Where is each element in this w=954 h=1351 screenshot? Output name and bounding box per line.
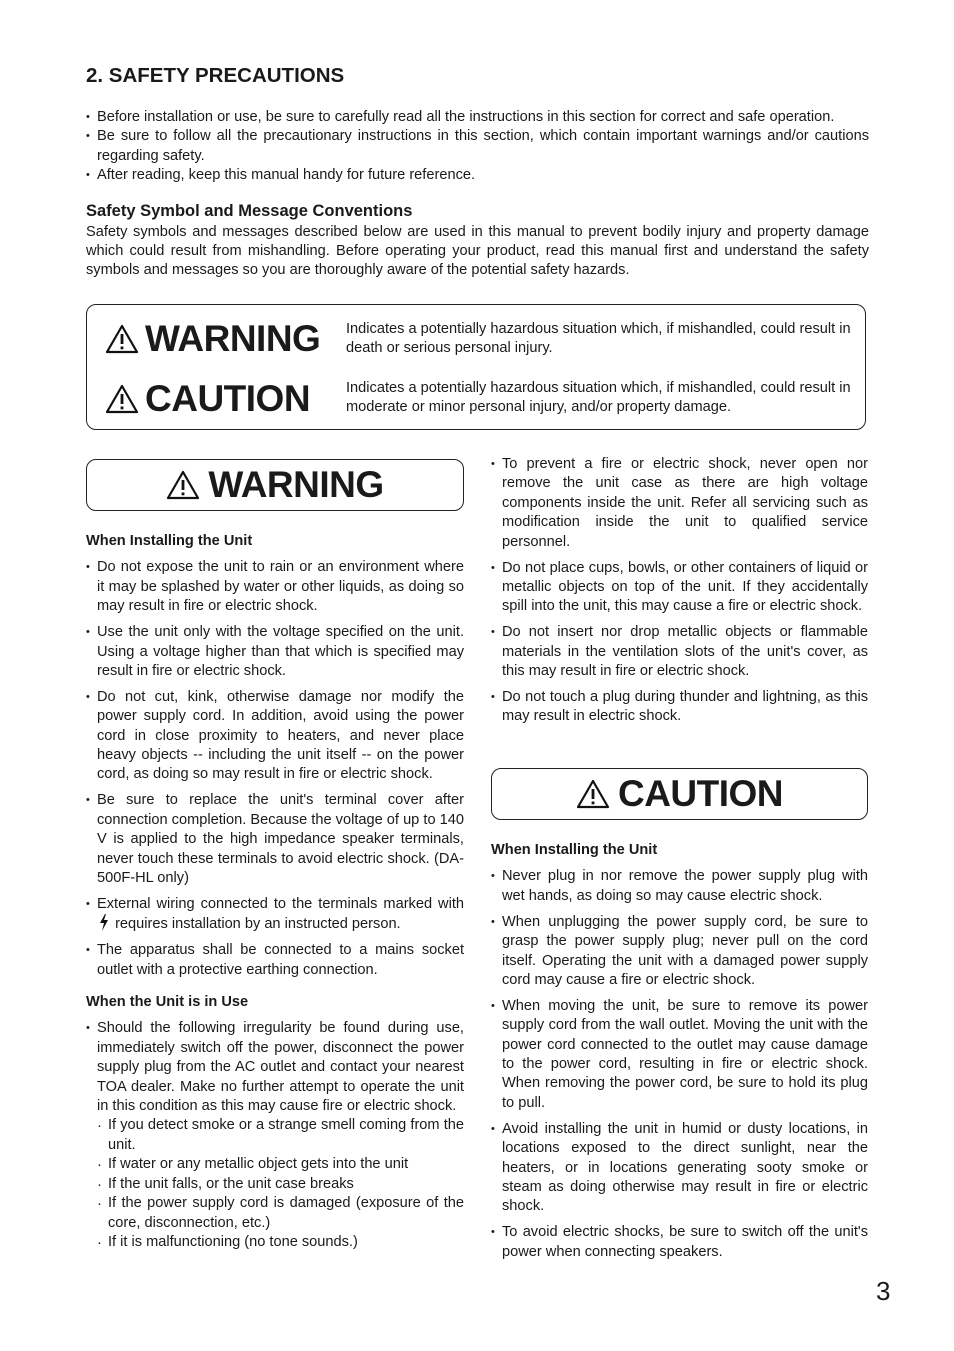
list-item: • The apparatus shall be connected to a mains socket outlet with a protective earthing connection. [86,941,464,980]
list-item: • To avoid electric shocks, be sure to switch off the unit's power when connecting speakers. [491,1223,868,1262]
list-item: • Be sure to replace the unit's terminal cover after connection completion. Because the voltage of up to 140 V is applied to the high impedance speaker terminals, never touch these terminals to avoid electric shock. (DA-500F-HL only) [86,791,464,888]
list-item: • Use the unit only with the voltage specified on the unit. Using a voltage higher than that which is specified may result in fire or electric shock. [86,623,464,681]
conventions-heading: Safety Symbol and Message Conventions [86,202,413,220]
list-item: • Avoid installing the unit in humid or dusty locations, in locations exposed to the direct sunlight, near the heaters, or in locations generating sooty smoke or steam as doing otherwise may result in fire or electric shock. [491,1120,868,1217]
warning-left-column [86,532,464,1252]
legend-caution [105,378,310,420]
intro-bullets [86,108,869,185]
list-item: • Be sure to follow all the precautionary instructions in this section, which contain important warnings and/or cautions regarding safety. [86,127,869,166]
sub-list-item: · If water or any metallic object gets into the unit [97,1155,464,1174]
legend-warning-term: WARNING [145,318,321,359]
list-item: • Do not cut, kink, otherwise damage nor modify the power supply cord. In addition, avoid using the power cord in close proximity to heaters, and never place heavy objects -- including the unit itself -- on the power cord, as doing so may result in fire or electric shock. [86,688,464,785]
warning-triangle-icon [105,324,139,354]
list-item [86,895,464,935]
legend-warning [105,318,320,360]
list-item: • Should the following irregularity be found during use, immediately switch off the power, disconnect the power supply plug from the AC outlet and contact your nearest TOA dealer. Make no further attempt to operate the unit in this condition as this may cause fire or electric shock. [86,1019,464,1116]
legend-warning-desc: Indicates a potentially hazardous situation which, if mishandled, could result in death or serious personal injury. [346,321,851,357]
list-item: • Before installation or use, be sure to carefully read all the instructions in this section for correct and safe operation. [86,108,869,127]
lightning-bolt-icon [99,914,109,931]
caution-column [491,841,868,1269]
wiring-text-pre: External wiring connected to the terminals marked with [97,895,464,912]
warning-right-column [491,455,868,733]
sub-list-item: · If the unit falls, or the unit case breaks [97,1175,464,1194]
list-item: • When unplugging the power supply cord, be sure to grasp the power supply plug; never pull on the cord itself. Operating the unit with a damaged power supply cord may cause a fire or electric shock. [491,913,868,991]
caution-banner-label: CAUTION [617,773,784,814]
list-item: • Do not touch a plug during thunder and lightning, as this may result in electric shock. [491,688,868,727]
wiring-text-post: requires installation by an instructed person. [115,916,401,933]
list-item: • After reading, keep this manual handy for future reference. [86,166,869,185]
legend-caution-desc: Indicates a potentially hazardous situation which, if mishandled, could result in moderate or minor personal injury, and/or property damage. [346,380,851,416]
caution-banner [491,768,868,820]
sub-list-item: · If it is malfunctioning (no tone sounds.) [97,1233,464,1252]
sub-list-item: · If you detect smoke or a strange smell coming from the unit. [97,1116,464,1155]
symbol-legend-box [86,304,866,430]
conventions-text: Safety symbols and messages described below are used in this manual to prevent bodily injury and property damage which could result from mishandling. Before operating your product, read this manual first and understand the safety symbols and messages so you are thoroughly aware of the potential safety hazards. [86,224,869,279]
page-number: 3 [876,1276,891,1306]
caution-triangle-icon [105,384,139,414]
list-item: • Do not expose the unit to rain or an environment where it may be splashed by water or other liquids, as doing so may result in fire or electric shock. [86,558,464,616]
list-item: • Do not insert nor drop metallic objects or flammable materials in the ventilation slots of the unit's cover, as this may result in fire or electric shock. [491,623,868,681]
section-title: 2. SAFETY PRECAUTIONS [86,64,345,87]
caution-triangle-icon [576,779,610,809]
warning-banner [86,459,464,511]
list-item: • When moving the unit, be sure to remove its power supply cord from the wall outlet. Moving the unit with the power cord connected to the outlet may cause damage to the power cord, resulting in fire or electric shock. When removing the power cord, be sure to hold its plug to pull. [491,997,868,1113]
caution-installing-heading: When Installing the Unit [491,842,658,858]
warning-installing-heading: When Installing the Unit [86,533,253,549]
warning-banner-label: WARNING [208,464,384,505]
list-item: • Never plug in nor remove the power supply plug with wet hands, as doing so may cause electric shock. [491,867,868,906]
list-item: • Do not place cups, bowls, or other containers of liquid or metallic objects on top of the unit. If they accidentally spill into the unit, this may cause a fire or electric shock. [491,559,868,617]
warning-in-use-heading: When the Unit is in Use [86,994,249,1011]
list-item: • To prevent a fire or electric shock, never open nor remove the unit case as there are high voltage components inside the unit. Refer all servicing such as modification inside the unit to qualified service personnel. [491,455,868,552]
warning-triangle-icon [166,470,200,500]
sub-list-item: · If the power supply cord is damaged (exposure of the core, disconnection, etc.) [97,1194,464,1233]
legend-caution-term: CAUTION [145,378,311,419]
